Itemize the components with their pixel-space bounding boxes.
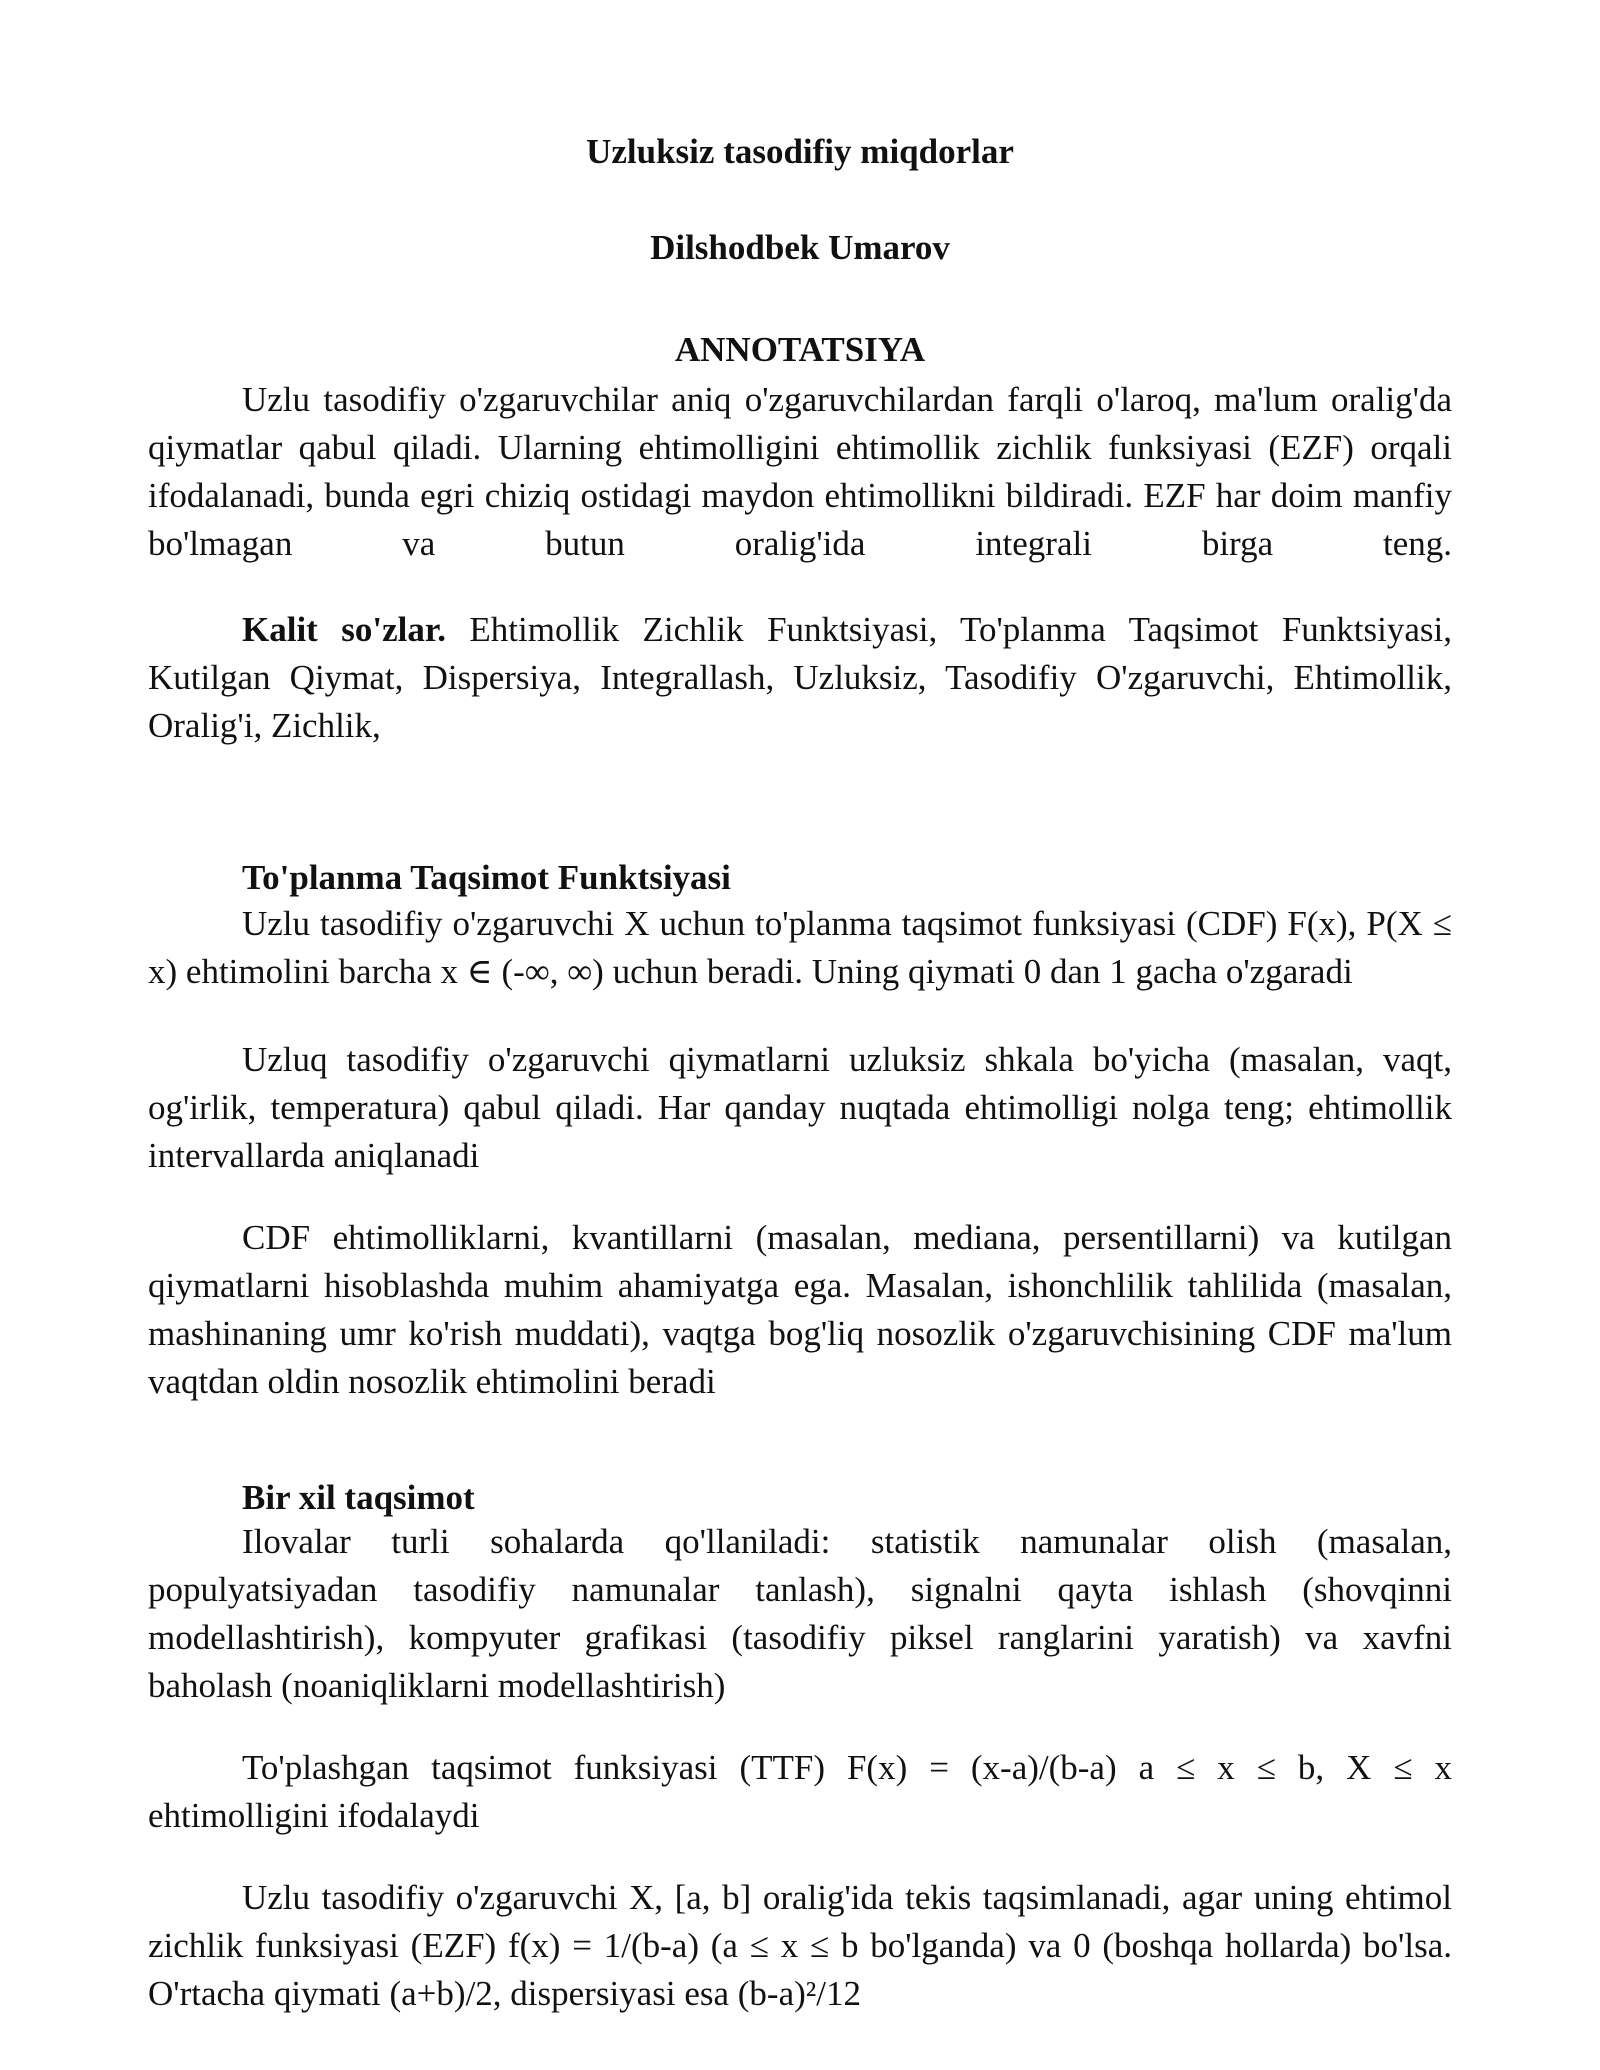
keywords-label: Kalit so'zlar. — [242, 610, 446, 649]
paper-title: Uzluksiz tasodifiy miqdorlar — [586, 132, 1014, 171]
section2-paragraph-3: Uzlu tasodifiy o'zgaruvchi X, [a, b] oralig'ida tekis taqsimlanadi, agar uning ehtimol zichlik funksiyasi (EZF) f(x) = 1/(b-a) (a ≤ x ≤ b bo'lganda) va 0 (boshqa hollarda) bo'lsa. O'rtacha qiymati (a+b)/2, dispersiyasi esa (b-a)²/12 — [148, 1878, 1452, 2013]
section2-paragraph-2: To'plashgan taqsimot funksiyasi (TTF) F(x) = (x-a)/(b-a) a ≤ x ≤ b, X ≤ x ehtimolligini ifodalaydi — [148, 1748, 1452, 1835]
section1-paragraph-1: Uzlu tasodifiy o'zgaruvchi X uchun to'planma taqsimot funksiyasi (CDF) F(x), P(X ≤ x) ehtimolini barcha x ∈ (-∞, ∞) uchun beradi. Uning qiymati 0 dan 1 gacha o'zgaradi — [148, 904, 1452, 991]
section1-paragraph-2: Uzluq tasodifiy o'zgaruvchi qiymatlarni uzluksiz shkala bo'yicha (masalan, vaqt, og'irlik, temperatura) qabul qiladi. Har qanday nuqtada ehtimolligi nolga teng; ehtimollik intervallarda aniqlanadi — [148, 1040, 1452, 1175]
section-heading-cdf: To'planma Taqsimot Funktsiyasi — [242, 858, 731, 897]
author-name: Dilshodbek Umarov — [650, 228, 950, 267]
section1-paragraph-3: CDF ehtimolliklarni, kvantillarni (masalan, mediana, persentillarni) va kutilgan qiymatlarni hisoblashda muhim ahamiyatga ega. Masalan, ishonchlilik tahlilida (masalan, mashinaning umr ko'rish muddati), vaqtga bog'liq nosozlik o'zgaruvchisining CDF ma'lum vaqtdan oldin nosozlik ehtimolini beradi — [148, 1218, 1452, 1401]
keywords-list: Ehtimollik Zichlik Funktsiyasi, To'planma Taqsimot Funktsiyasi, Kutilgan Qiymat, Dispersiya, Integrallash, Uzluksiz, Tasodifiy O'zgaruvchi, Ehtimollik, Oralig'i, Zichlik, — [148, 610, 1452, 745]
annotation-heading: ANNOTATSIYA — [674, 330, 926, 369]
annotation-paragraph: Uzlu tasodifiy o'zgaruvchilar aniq o'zgaruvchilardan farqli o'laroq, ma'lum oralig'da qiymatlar qabul qiladi. Ularning ehtimolligini ehtimollik zichlik funksiyasi (EZF) orqali ifodalanadi, bunda egri chiziq ostidagi maydon ehtimollikni bildiradi. EZF har doim manfiy bo'lmagan va butun oralig'ida integrali birga teng. — [148, 380, 1452, 563]
section2-paragraph-1: Ilovalar turli sohalarda qo'llaniladi: statistik namunalar olish (masalan, populyatsiyadan tasodifiy namunalar tanlash), signalni qayta ishlash (shovqinni modellashtirish), kompyuter grafikasi (tasodifiy piksel ranglarini yaratish) va xavfni baholash (noaniqliklarni modellashtirish) — [148, 1522, 1452, 1705]
keywords-paragraph — [148, 606, 1452, 750]
section-heading-uniform: Bir xil taqsimot — [242, 1478, 475, 1517]
